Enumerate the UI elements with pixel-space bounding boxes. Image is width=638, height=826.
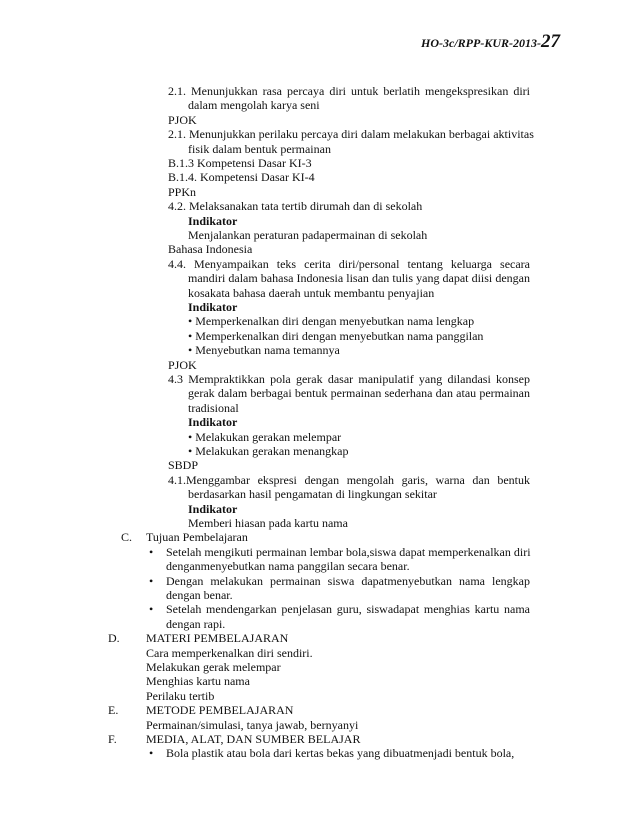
text-line: Memberi hiasan pada kartu nama bbox=[188, 516, 348, 530]
text-line: dengan benar. bbox=[166, 588, 233, 602]
text-line: gerak dalam berbagai bentuk permainan sederhana dan atau permainan bbox=[188, 386, 530, 401]
indicator-item: • Melakukan gerakan menangkap bbox=[188, 444, 349, 458]
text-line: dalam mengolah karya seni bbox=[188, 98, 320, 113]
text-line: Menjalankan peraturan padapermainan di sekolah bbox=[188, 228, 428, 242]
text-line: fisik dalam bentuk permainan bbox=[188, 141, 331, 156]
subject-heading: PJOK bbox=[168, 357, 197, 372]
section-marker: F. bbox=[108, 732, 117, 746]
bullet-icon: • bbox=[149, 573, 154, 588]
text-line: Menghias kartu nama bbox=[146, 674, 250, 689]
subject-heading: SBDP bbox=[168, 458, 199, 473]
section-marker: C. bbox=[121, 530, 133, 545]
text-line: Perilaku tertib bbox=[146, 688, 215, 703]
indicator-heading: Indikator bbox=[188, 415, 238, 430]
text-line: 2.1. Menunjukkan rasa percaya diri untuk berlatih mengekspresikan diri bbox=[168, 84, 530, 98]
text-line: 4.2. Melaksanakan tata tertib dirumah dan di sekolah bbox=[168, 199, 423, 214]
page-header bbox=[421, 31, 560, 53]
bullet-icon: • bbox=[149, 544, 154, 559]
text-line: Melakukan gerak melempar bbox=[146, 660, 281, 674]
page-number: 27 bbox=[541, 31, 560, 52]
section-heading: Tujuan Pembelajaran bbox=[146, 530, 248, 545]
indicator-item: • Melakukan gerakan melempar bbox=[188, 429, 342, 444]
indicator-heading: Indikator bbox=[188, 300, 238, 314]
text-line: Setelah mendengarkan penjelasan guru, siswadapat menghias kartu nama bbox=[166, 602, 530, 617]
indicator-heading: Indikator bbox=[188, 501, 238, 516]
text-line: berdasarkan hasil pengamatan di lingkungan sekitar bbox=[188, 487, 437, 502]
text-line: 4.4. Menyampaikan teks cerita diri/personal tentang keluarga secara bbox=[168, 256, 530, 271]
text-line: Permainan/simulasi, tanya jawab, bernyanyi bbox=[146, 717, 359, 732]
section-heading: METODE PEMBELAJARAN bbox=[146, 703, 294, 718]
section-marker: D. bbox=[108, 631, 120, 646]
indicator-item: • Menyebutkan nama temannya bbox=[188, 343, 340, 358]
text-line: mandiri dalam bahasa Indonesia lisan dan tulis yang dapat diisi dengan bbox=[188, 271, 530, 286]
subject-heading: Bahasa Indonesia bbox=[168, 242, 253, 257]
section-heading: B.1.3 Kompetensi Dasar KI-3 bbox=[168, 156, 312, 170]
text-line: 4.3 Mempraktikkan pola gerak dasar manipulatif yang dilandasi konsep bbox=[168, 372, 530, 386]
text-line: Cara memperkenalkan diri sendiri. bbox=[146, 645, 313, 660]
text-line: Dengan melakukan permainan siswa dapatmenyebutkan nama lengkap bbox=[166, 573, 530, 588]
section-heading: B.1.4. Kompetensi Dasar KI-4 bbox=[168, 170, 315, 185]
indicator-item: • Memperkenalkan diri dengan menyebutkan nama panggilan bbox=[188, 328, 484, 343]
bullet-icon: • bbox=[149, 602, 154, 617]
section-heading: MEDIA, ALAT, DAN SUMBER BELAJAR bbox=[146, 732, 361, 746]
text-line: tradisional bbox=[188, 400, 239, 415]
indicator-heading: Indikator bbox=[188, 213, 238, 228]
subject-heading: PPKn bbox=[168, 184, 197, 199]
text-line: dengan rapi. bbox=[166, 616, 226, 631]
section-heading: MATERI PEMBELAJARAN bbox=[146, 631, 289, 646]
text-line: denganmenyebutkan nama panggilan secara benar. bbox=[166, 559, 410, 574]
text-line: Bola plastik atau bola dari kertas bekas yang dibuatmenjadi bentuk bola, bbox=[166, 746, 515, 761]
bullet-icon: • bbox=[149, 746, 154, 761]
text-line: 2.1. Menunjukkan perilaku percaya diri dalam melakukan berbagai aktivitas bbox=[168, 127, 534, 142]
text-line: Setelah mengikuti permainan lembar bola,siswa dapat memperkenalkan diri bbox=[166, 544, 531, 559]
text-line: kosakata bahasa daerah untuk membantu penyajian bbox=[188, 285, 435, 300]
section-marker: E. bbox=[108, 703, 119, 718]
text-line: 4.1.Menggambar ekspresi dengan mengolah garis, warna dan bentuk bbox=[168, 472, 530, 487]
document-code: HO-3c/RPP-KUR-2013- bbox=[421, 36, 541, 50]
indicator-item: • Memperkenalkan diri dengan menyebutkan nama lengkap bbox=[188, 314, 475, 329]
subject-heading: PJOK bbox=[168, 112, 197, 127]
